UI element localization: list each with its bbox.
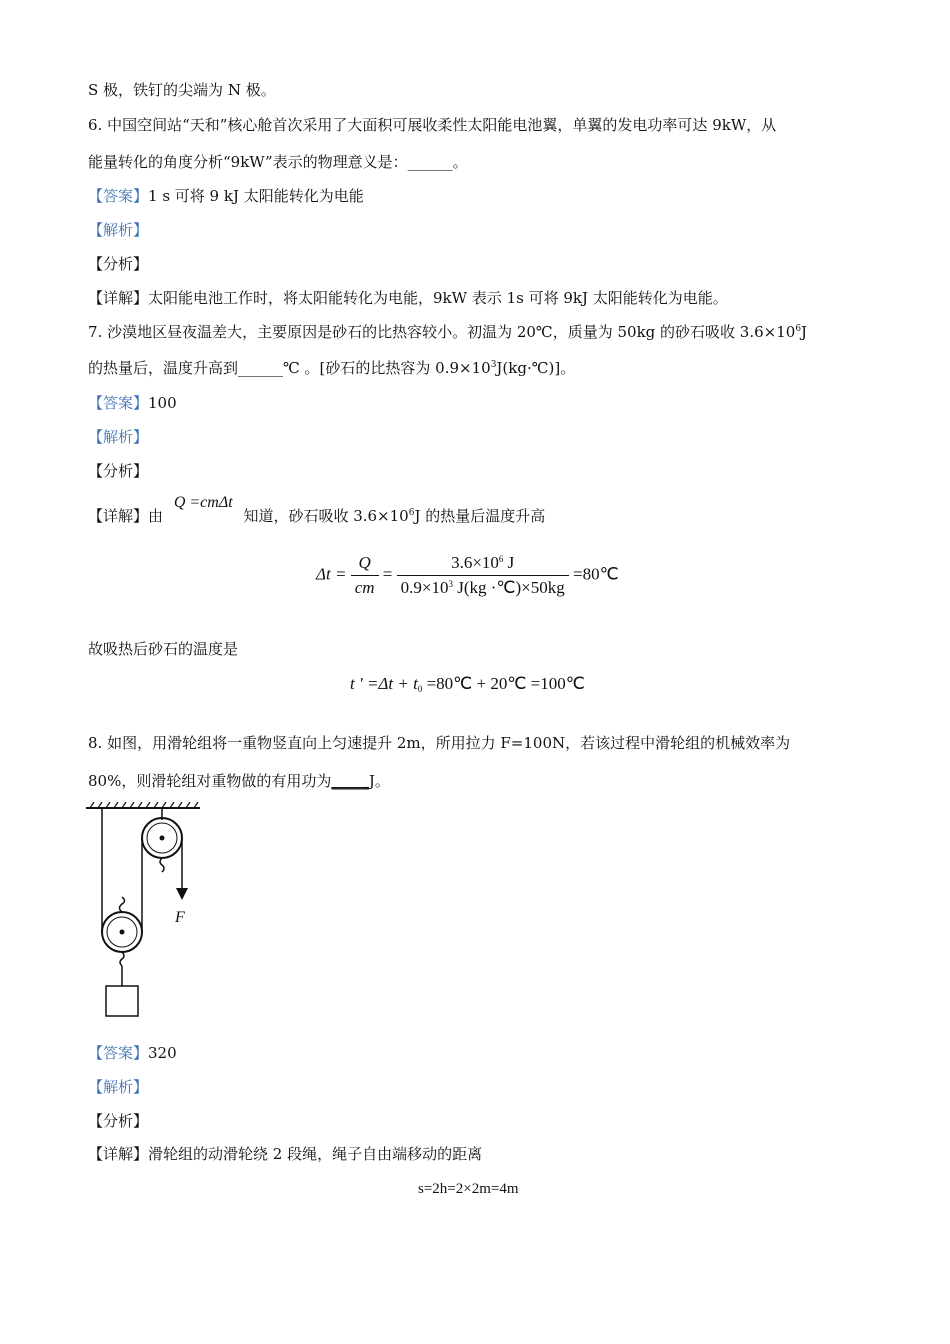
q7-jiexi-tag: 【解析】 xyxy=(88,428,149,446)
q8-fenxi-tag: 【分析】 xyxy=(88,1112,149,1130)
q7-stem2-text-a: 的热量后，温度升高到______℃ 。[砂石的比热容为 0.9×10 xyxy=(88,359,491,377)
q8-jiexi-tag: 【解析】 xyxy=(88,1078,149,1096)
detail-tag: 【详解】 xyxy=(88,1145,149,1163)
q7-fenxi-tag: 【分析】 xyxy=(88,462,149,480)
answer-tag: 【答案】 xyxy=(88,187,149,205)
q7-answer xyxy=(88,393,177,413)
q7-conclusion: 故吸热后砂石的温度是 xyxy=(88,640,239,658)
q7-stem-text-a: 7. 沙漠地区昼夜温差大，主要原因是砂石的比热容较小。初温为 20℃，质量为 50kg 的砂石吸收 3.6×10 xyxy=(88,323,796,341)
detail-text: 滑轮组的动滑轮绕 2 段绳，绳子自由端移动的距离 xyxy=(148,1145,483,1163)
equation-delta-t xyxy=(316,553,619,598)
q6-stem-line2: 能量转化的角度分析“9kW”表示的物理意义是：______。 xyxy=(88,153,468,171)
detail-text-a: 由 xyxy=(148,507,164,525)
q7-stem-sup: 6 xyxy=(795,324,802,334)
q7-stem-line1 xyxy=(88,322,807,342)
eq1-f1-numerator: Q xyxy=(351,553,379,576)
answer-text: 320 xyxy=(148,1044,177,1062)
force-label: F xyxy=(175,909,185,926)
q8-stem-line2 xyxy=(88,771,390,791)
eq1-fraction-2 xyxy=(397,553,569,598)
detail-sup: 6 xyxy=(408,508,415,518)
q8-final-equation: s=2h=2×2m=4m xyxy=(418,1181,519,1197)
detail-tag: 【详解】 xyxy=(88,289,149,307)
q7-stem-line2 xyxy=(88,358,575,378)
q8-stem2-text-a: 80%，则滑轮组对重物做的有用功为 xyxy=(88,772,332,790)
answer-text: 1 s 可将 9 kJ 太阳能转化为电能 xyxy=(148,187,364,205)
detail-text: 太阳能电池工作时，将太阳能转化为电能，9kW 表示 1s 可将 9kJ 太阳能转化为电能。 xyxy=(148,289,728,307)
q8-stem2-text-b: J。 xyxy=(368,772,390,790)
q8-detail xyxy=(88,1144,482,1164)
detail-text-b: 知道，砂石吸收 3.6×10 xyxy=(243,507,409,525)
q8-stem-line1: 8. 如图，用滑轮组将一重物竖直向上匀速提升 2m，所用拉力 F=100N，若该过程中滑轮组的机械效率为 xyxy=(88,734,791,752)
q8-answer xyxy=(88,1043,177,1063)
equation-final-temperature xyxy=(350,674,585,694)
eq2-b: =80℃ + 20℃ =100℃ xyxy=(422,674,585,693)
eq1-f2-den-a: 0.9×10 xyxy=(400,578,449,597)
continued-text: S 极，铁钉的尖端为 N 极。 xyxy=(88,81,276,99)
eq1-lhs: Δt = xyxy=(316,564,347,584)
eq1-f2-denominator xyxy=(397,576,569,598)
eq1-f2-den-b: J(kg ·℃)×50kg xyxy=(452,578,565,597)
q7-stem2-text-b: J(kg·℃)]。 xyxy=(496,359,576,377)
eq1-fraction-1 xyxy=(351,553,379,598)
eq2-a: t ′ =Δt + t xyxy=(350,674,418,693)
detail-text-c: J 的热量后温度升高 xyxy=(414,507,546,525)
q7-stem-text-b: J xyxy=(801,323,808,341)
eq1-equals: = xyxy=(382,564,393,584)
answer-tag: 【答案】 xyxy=(88,394,149,412)
q8-blank: _____ xyxy=(331,772,369,790)
q7-detail xyxy=(88,494,546,527)
eq1-f2-num-b: J xyxy=(503,553,515,572)
q6-answer xyxy=(88,186,364,206)
eq1-rhs: =80℃ xyxy=(572,564,619,584)
q6-detail xyxy=(88,288,728,308)
eq2-sub: 0 xyxy=(417,684,423,694)
eq1-f1-denominator: cm xyxy=(354,578,375,597)
eq1-f2-numerator xyxy=(397,553,569,576)
q6-stem-line1: 6. 中国空间站“天和”核心舱首次采用了大面积可展收柔性太阳能电池翼，单翼的发电功率可达 9kW，从 xyxy=(88,116,777,134)
weight-block xyxy=(106,986,138,1016)
q7-stem2-sup: 3 xyxy=(490,360,497,370)
detail-tag: 【详解】 xyxy=(88,507,149,525)
eq1-f2-den-sup: 3 xyxy=(448,579,453,589)
answer-text: 100 xyxy=(148,394,177,412)
eq1-f2-num-sup: 6 xyxy=(498,554,504,564)
q6-jiexi-tag: 【解析】 xyxy=(88,221,149,239)
eq1-f2-num-a: 3.6×10 xyxy=(451,553,499,572)
inline-formula: Q =cmΔt xyxy=(173,494,233,511)
q6-fenxi-tag: 【分析】 xyxy=(88,255,149,273)
pulley-system-figure xyxy=(84,800,204,1025)
answer-tag: 【答案】 xyxy=(88,1044,149,1062)
